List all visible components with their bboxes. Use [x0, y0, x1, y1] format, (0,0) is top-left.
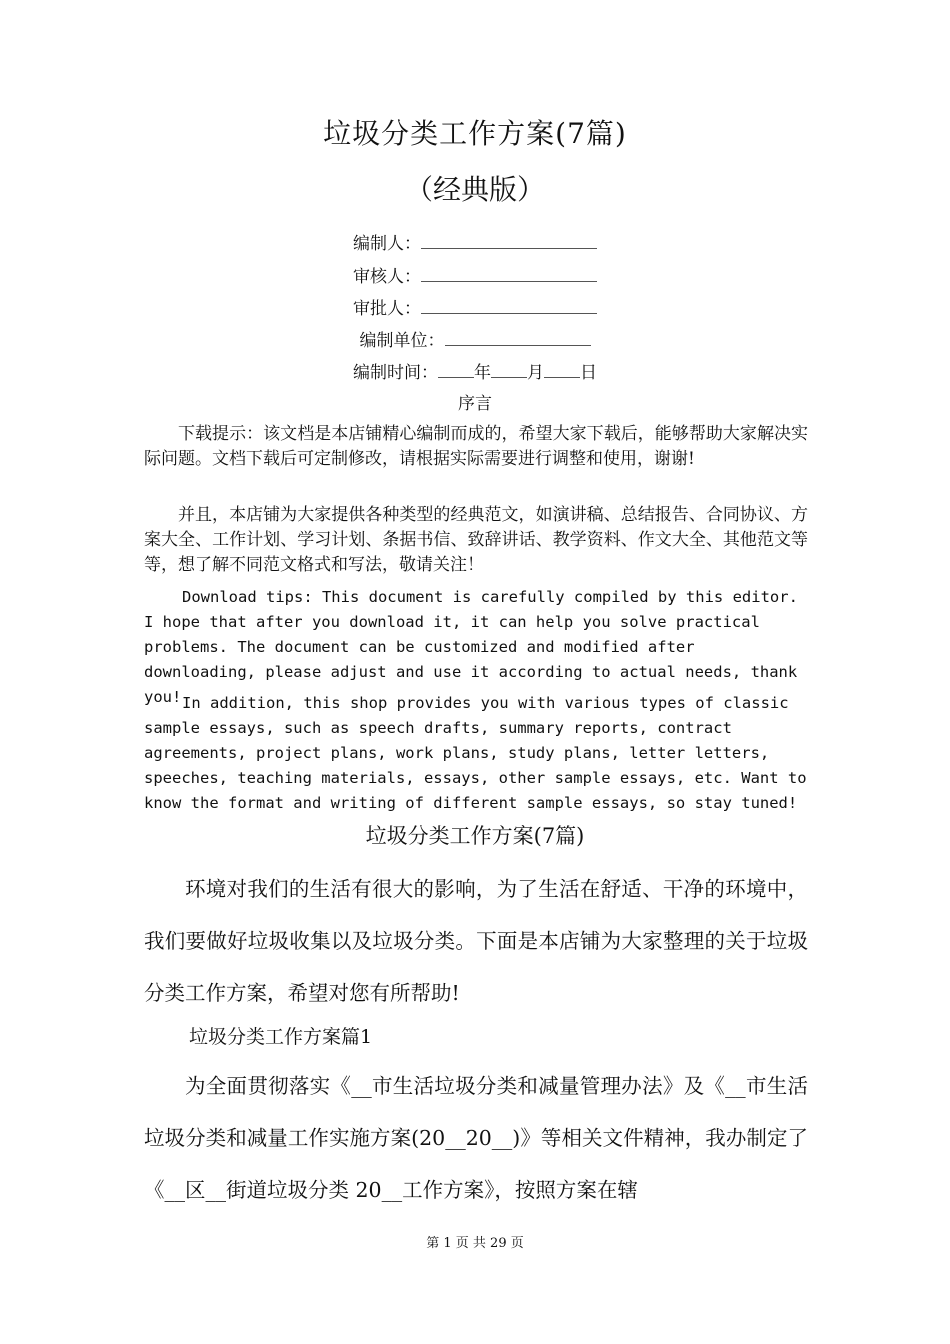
time-label: 编制时间： [353, 363, 438, 383]
month-label: 月 [527, 363, 544, 383]
section-title: 垃圾分类工作方案(7篇) [365, 824, 585, 848]
editor-label: 编制人： [353, 234, 421, 254]
reviewer-label: 审核人： [353, 267, 421, 287]
preface-paragraph-2: 并且，本店铺为大家提供各种类型的经典范文，如演讲稿、总结报告、合同协议、方案大全、工作计划、学习计划、条据书信、致辞讲话、教学资料、作文大全、其他范文等等，想了解不同范文格式和写法，敬请关注！ [144, 505, 808, 575]
document-subtitle: （经典版） [404, 173, 545, 206]
time-field [0, 358, 950, 383]
preface-paragraph-3: Download tips: This document is carefully compiled by this editor. I hope that after you download it, it can help you solve practical problems. The document can be customized and modified after downloading, please adjust and use it according to actual needs, thank you! [144, 588, 798, 706]
approver-blank [421, 299, 597, 314]
editor-blank [421, 234, 597, 249]
month-blank [491, 363, 527, 378]
approver-label: 审批人： [353, 299, 421, 319]
chapter-1-heading: 垃圾分类工作方案篇1 [189, 1026, 373, 1048]
page-footer: 第 1 页 共 29 页 [426, 1236, 524, 1251]
year-label: 年 [474, 363, 491, 383]
preface-paragraph-4: In addition, this shop provides you with various types of classic sample essays, such as speech drafts, summary reports, contract agreements, project plans, work plans, study plans, letter letters, speeches, teaching materials, essays, other sample essays, etc. Want to know the format and writing of different sample essays, so stay tuned! [144, 694, 807, 812]
year-blank [438, 363, 474, 378]
unit-label: 编制单位： [359, 331, 445, 351]
reviewer-field [0, 262, 950, 287]
chapter-1-paragraph: 为全面贯彻落实《__市生活垃圾分类和减量管理办法》及《__市生活垃圾分类和减量工作实施方案(20__20__)》等相关文件精神，我办制定了《__区__街道垃圾分类 20__工作方案》，按照方案在辖 [144, 1074, 808, 1202]
unit-field [0, 326, 950, 351]
document-title: 垃圾分类工作方案(7篇) [323, 117, 627, 150]
intro-paragraph: 环境对我们的生活有很大的影响，为了生活在舒适、干净的环境中，我们要做好垃圾收集以及垃圾分类。下面是本店铺为大家整理的关于垃圾分类工作方案，希望对您有所帮助! [144, 877, 808, 1005]
approver-field [0, 294, 950, 319]
day-blank [544, 363, 580, 378]
day-label: 日 [580, 363, 597, 383]
reviewer-blank [421, 267, 597, 282]
editor-field [0, 229, 950, 254]
unit-blank [445, 331, 591, 346]
preface-heading: 序言 [458, 394, 492, 414]
preface-paragraph-1: 下载提示：该文档是本店铺精心编制而成的，希望大家下载后，能够帮助大家解决实际问题。文档下载后可定制修改，请根据实际需要进行调整和使用，谢谢! [144, 424, 808, 469]
